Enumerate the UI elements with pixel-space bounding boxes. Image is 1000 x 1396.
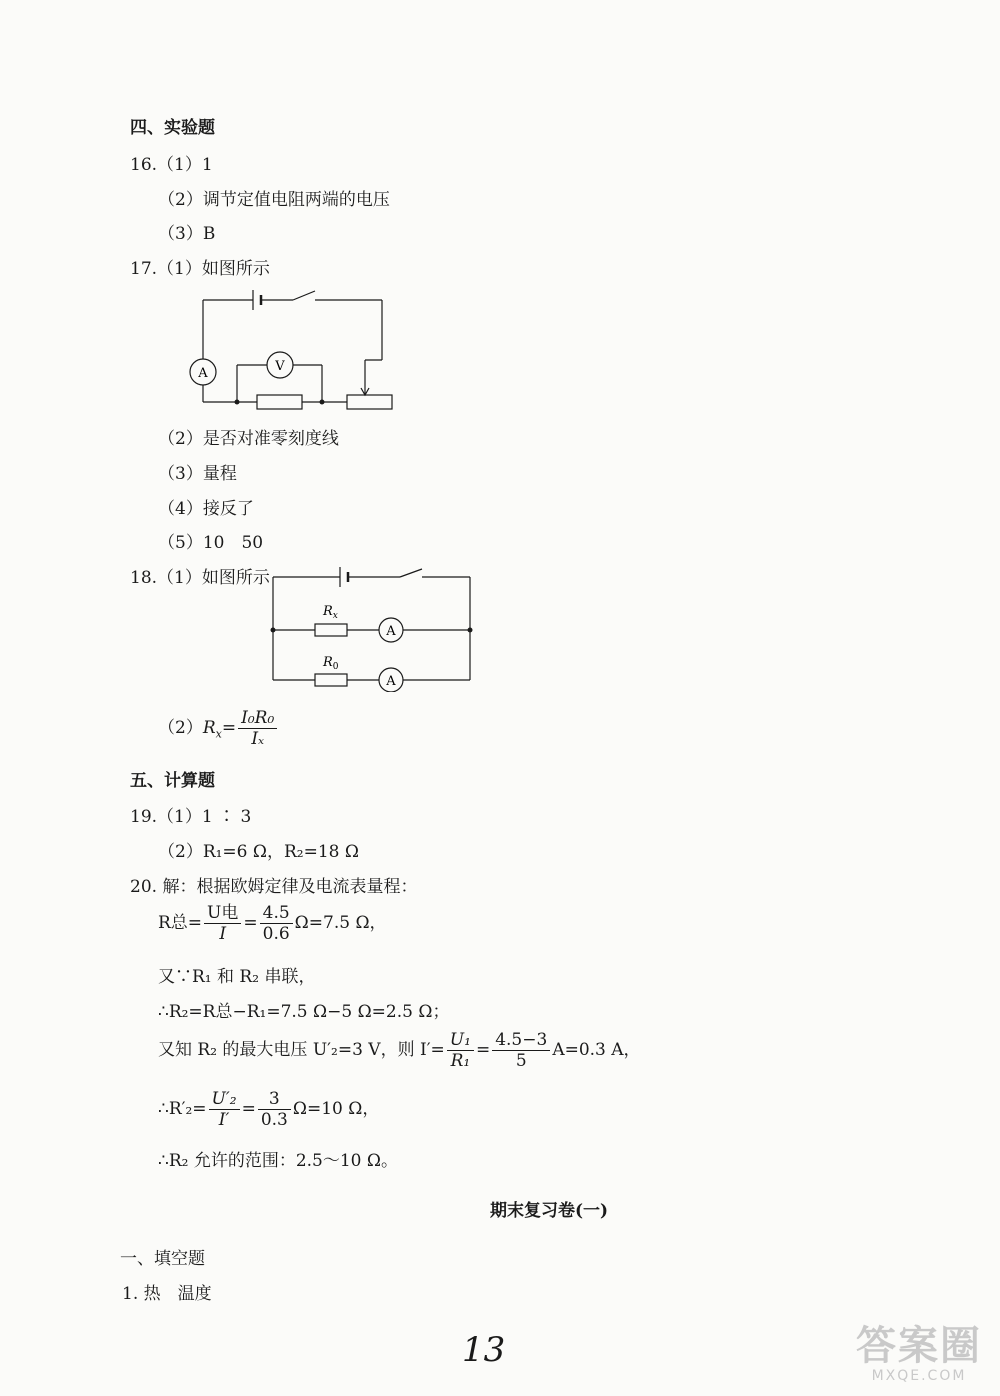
q20-line4: ∴R₂=R总−R₁=7.5 Ω−5 Ω=2.5 Ω； (158, 1002, 450, 1022)
voltmeter-label: V (275, 359, 285, 374)
watermark-logo: 答案圈 MXQE.COM (856, 1323, 982, 1384)
q1-answer: 1. 热 温度 (122, 1284, 212, 1304)
resistor-rx (315, 624, 347, 636)
junction-dot (235, 400, 240, 405)
r0-label: $R_0$ (323, 655, 339, 672)
section-1-title: 一、填空题 (120, 1249, 205, 1269)
switch-blade (400, 569, 422, 577)
q17-line1: 17.（1）如图所示 (130, 259, 270, 279)
final-review-title: 期末复习卷(一) (490, 1201, 609, 1221)
junction-dot (468, 628, 473, 633)
q20-eq1: R总= $\frac{\text{U电}}{I}$ = $\frac{4.5}{0.6}$ Ω=7.5 Ω， (158, 903, 387, 944)
fixed-resistor (257, 395, 302, 409)
q18-circuit-diagram (265, 562, 480, 692)
resistor-r0 (315, 674, 347, 686)
q20-line1: 20. 解：根据欧姆定律及电流表量程： (130, 877, 418, 897)
q18-line2-formula: $(2)R_x=$ $\frac{\text{I₀R₀}}{\text{Iₓ}}$ (158, 708, 279, 749)
q19-line1: 19.（1）1 ∶ 3 (130, 807, 252, 827)
q20-eq5: 又知 R₂ 的最大电压 U′₂=3 V，则 I′= $\frac{\text{U₁}}{\text{R₁}}$ = $\frac{4.5-3}{5}$ A=0.3 A， (158, 1030, 641, 1071)
q16-line3: （3）B (158, 224, 216, 244)
q17-line3: （3）量程 (158, 464, 237, 484)
q16-line2: （2）调节定值电阻两端的电压 (158, 190, 390, 210)
q18-line1: 18.（1）如图所示 (130, 568, 270, 588)
q17-line4: （4）接反了 (158, 499, 254, 519)
ammeter-label: A (198, 366, 208, 381)
q17-line5: （5）10 50 (158, 533, 264, 553)
junction-dot (271, 628, 276, 633)
page-number: 13 (462, 1330, 506, 1370)
q20-line3: 又∵R₁ 和 R₂ 串联， (158, 967, 316, 987)
q20-line7: ∴R₂ 允许的范围：2.5～10 Ω。 (158, 1151, 399, 1171)
rheostat (347, 395, 392, 409)
q19-line2: （2）R₁=6 Ω，R₂=18 Ω (158, 842, 359, 862)
junction-dot (320, 400, 325, 405)
rx-label: $R_x$ (323, 604, 338, 621)
q16-line1: 16.（1）1 (130, 155, 213, 175)
q17-line2: （2）是否对准零刻度线 (158, 429, 339, 449)
q20-eq6: ∴R′₂= $\frac{\text{U′₂}}{I'}$ = $\frac{3}{0.3}$ Ω=10 Ω， (158, 1089, 380, 1130)
section-5-title: 五、计算题 (130, 771, 215, 791)
ammeter-1-label: A (386, 624, 396, 639)
switch-blade (293, 291, 315, 300)
ammeter-2-label: A (386, 674, 396, 689)
section-4-title: 四、实验题 (130, 118, 215, 138)
q17-circuit-diagram (185, 285, 400, 415)
